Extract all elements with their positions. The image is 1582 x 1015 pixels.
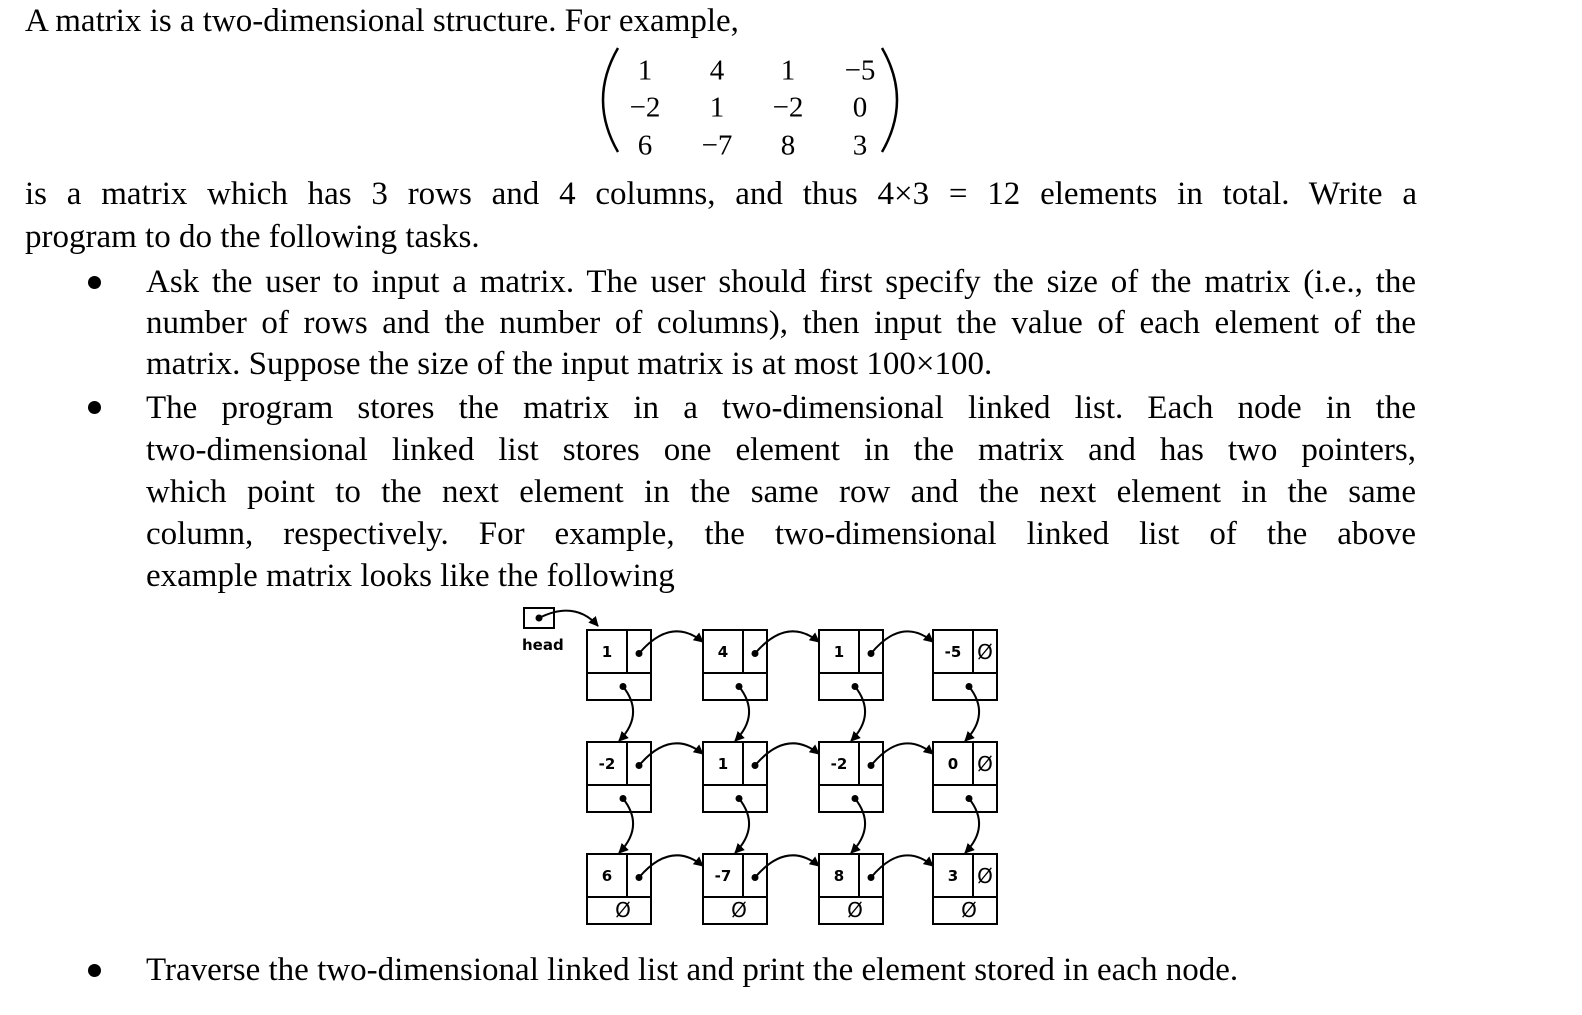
matrix-entry: 4 <box>709 54 725 87</box>
matrix-entry: −2 <box>629 91 661 124</box>
matrix-entry: 1 <box>780 54 796 87</box>
task-2-line-1: The program stores the matrix in a two-dimensional linked list. Each node in the <box>146 390 1416 426</box>
null-down-symbol: Ø <box>961 898 977 922</box>
matrix-entry: 6 <box>637 129 653 162</box>
node-value: -2 <box>598 755 616 773</box>
null-down-symbol: Ø <box>847 898 863 922</box>
node-value: -7 <box>714 867 732 885</box>
matrix-entry: 1 <box>709 91 725 124</box>
intro-line-2: is a matrix which has 3 rows and 4 columns, and thus 4×3 = 12 elements in total. Write a <box>25 176 1417 212</box>
list-node <box>703 742 767 812</box>
null-right-symbol: Ø <box>977 864 993 888</box>
task-1-line-2: number of rows and the number of columns), then input the value of each element of the <box>146 305 1416 341</box>
list-node <box>587 854 651 924</box>
matrix-entry: 8 <box>780 129 796 162</box>
task-2-line-5: example matrix looks like the following <box>146 558 675 594</box>
task-2-line-4: column, respectively. For example, the two-dimensional linked list of the above <box>146 516 1416 552</box>
node-box <box>703 742 767 812</box>
node-value: 3 <box>947 867 959 885</box>
task-2-line-2: two-dimensional linked list stores one element in the matrix and has two pointers, <box>146 432 1416 468</box>
list-node <box>703 630 767 700</box>
node-box <box>587 630 651 700</box>
matrix-right-paren <box>882 48 897 152</box>
node-value: -2 <box>830 755 848 773</box>
bullet-dot-2 <box>88 401 101 414</box>
matrix-entry: −2 <box>772 91 804 124</box>
linked-list-diagram <box>500 600 1020 935</box>
node-box <box>587 742 651 812</box>
matrix-entry: 0 <box>852 91 868 124</box>
null-down-symbol: Ø <box>615 898 631 922</box>
matrix-entry: −7 <box>701 129 733 162</box>
matrix-left-paren <box>603 48 618 152</box>
node-value: 6 <box>601 867 613 885</box>
list-node <box>587 742 651 812</box>
bullet-dot-1 <box>88 276 101 289</box>
node-box <box>703 630 767 700</box>
list-node <box>819 854 883 924</box>
node-box <box>819 742 883 812</box>
task-2-line-3: which point to the next element in the same row and the next element in the same <box>146 474 1416 510</box>
list-node <box>933 854 997 924</box>
node-box <box>819 630 883 700</box>
head-label: head <box>522 636 564 654</box>
bullet-dot-3 <box>88 964 101 977</box>
list-node <box>587 630 651 700</box>
null-right-symbol: Ø <box>977 752 993 776</box>
list-node <box>933 630 997 700</box>
list-node <box>933 742 997 812</box>
intro-line-3: program to do the following tasks. <box>25 219 480 255</box>
list-node <box>819 742 883 812</box>
node-value: -5 <box>944 643 962 661</box>
node-value: 0 <box>947 755 959 773</box>
task-3-line-1: Traverse the two-dimensional linked list and print the element stored in each node. <box>146 952 1239 988</box>
matrix-entry: 1 <box>637 54 653 87</box>
node-value: 1 <box>833 643 845 661</box>
null-down-symbol: Ø <box>731 898 747 922</box>
list-node <box>703 854 767 924</box>
intro-line-1: A matrix is a two-dimensional structure. For example, <box>25 3 739 39</box>
node-value: 4 <box>717 643 729 661</box>
task-1-line-1: Ask the user to input a matrix. The user should first specify the size of the matrix (i.e., the <box>146 264 1416 300</box>
node-value: 1 <box>717 755 729 773</box>
matrix-entry: −5 <box>844 54 876 87</box>
node-value: 1 <box>601 643 613 661</box>
node-value: 8 <box>833 867 845 885</box>
matrix-entry: 3 <box>852 129 868 162</box>
task-1-line-3: matrix. Suppose the size of the input matrix is at most 100×100. <box>146 346 993 382</box>
list-node <box>819 630 883 700</box>
null-right-symbol: Ø <box>977 640 993 664</box>
example-matrix <box>560 40 920 165</box>
